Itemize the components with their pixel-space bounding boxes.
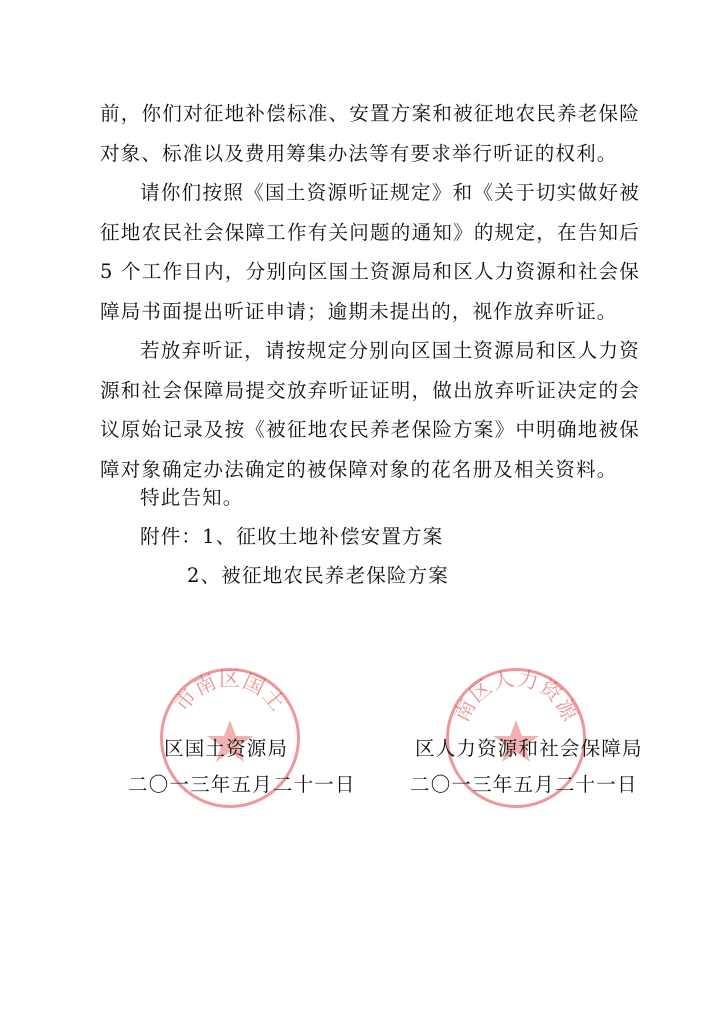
svg-text:市南区国土 bbox=[170, 668, 291, 716]
signature-right-date: 二〇一三年五月二十一日 bbox=[410, 773, 638, 796]
signature-right-org: 区人力资源和社会保障局 bbox=[415, 737, 643, 760]
svg-text:南区人力资源 bbox=[449, 668, 582, 726]
paragraph-waive-hearing: 若放弃听证，请按规定分别向区国土资源局和区人力资源和社会保障局提交放弃听证证明，做出放弃听证决定的会议原始记录及按《被征地农民养老保险方案》中明确地被保障对象确定办法确定的被保障对象的花名册及相关资料。 bbox=[100, 339, 640, 481]
notice-closing: 特此告知。 bbox=[140, 486, 244, 509]
paragraph-hearing-request: 请你们按照《国土资源听证规定》和《关于切实做好被征地农民社会保障工作有关问题的通知》的规定，在告知后 5 个工作日内，分别向区国土资源局和区人力资源和社会保障局书面提出听证申请；逾期未提出的，视作放弃听证。 bbox=[100, 181, 640, 323]
seal-left-text: 市南区国土 bbox=[169, 668, 291, 716]
seal-right-text: 南区人力资源 bbox=[449, 668, 583, 726]
attachment-item-1: 1、征收土地补偿安置方案 bbox=[202, 525, 444, 548]
attachments-first bbox=[140, 517, 443, 556]
attachments-label: 附件： bbox=[140, 525, 203, 548]
signature-left-org: 区国土资源局 bbox=[164, 737, 289, 760]
attachment-item-2: 2、被征地农民养老保险方案 bbox=[187, 564, 450, 587]
paragraph-continued: 前，你们对征地补偿标准、安置方案和被征地农民养老保险对象、标准以及费用筹集办法等有要求举行听证的权利。 bbox=[100, 102, 640, 165]
signature-left-date: 二〇一三年五月二十一日 bbox=[128, 773, 356, 796]
